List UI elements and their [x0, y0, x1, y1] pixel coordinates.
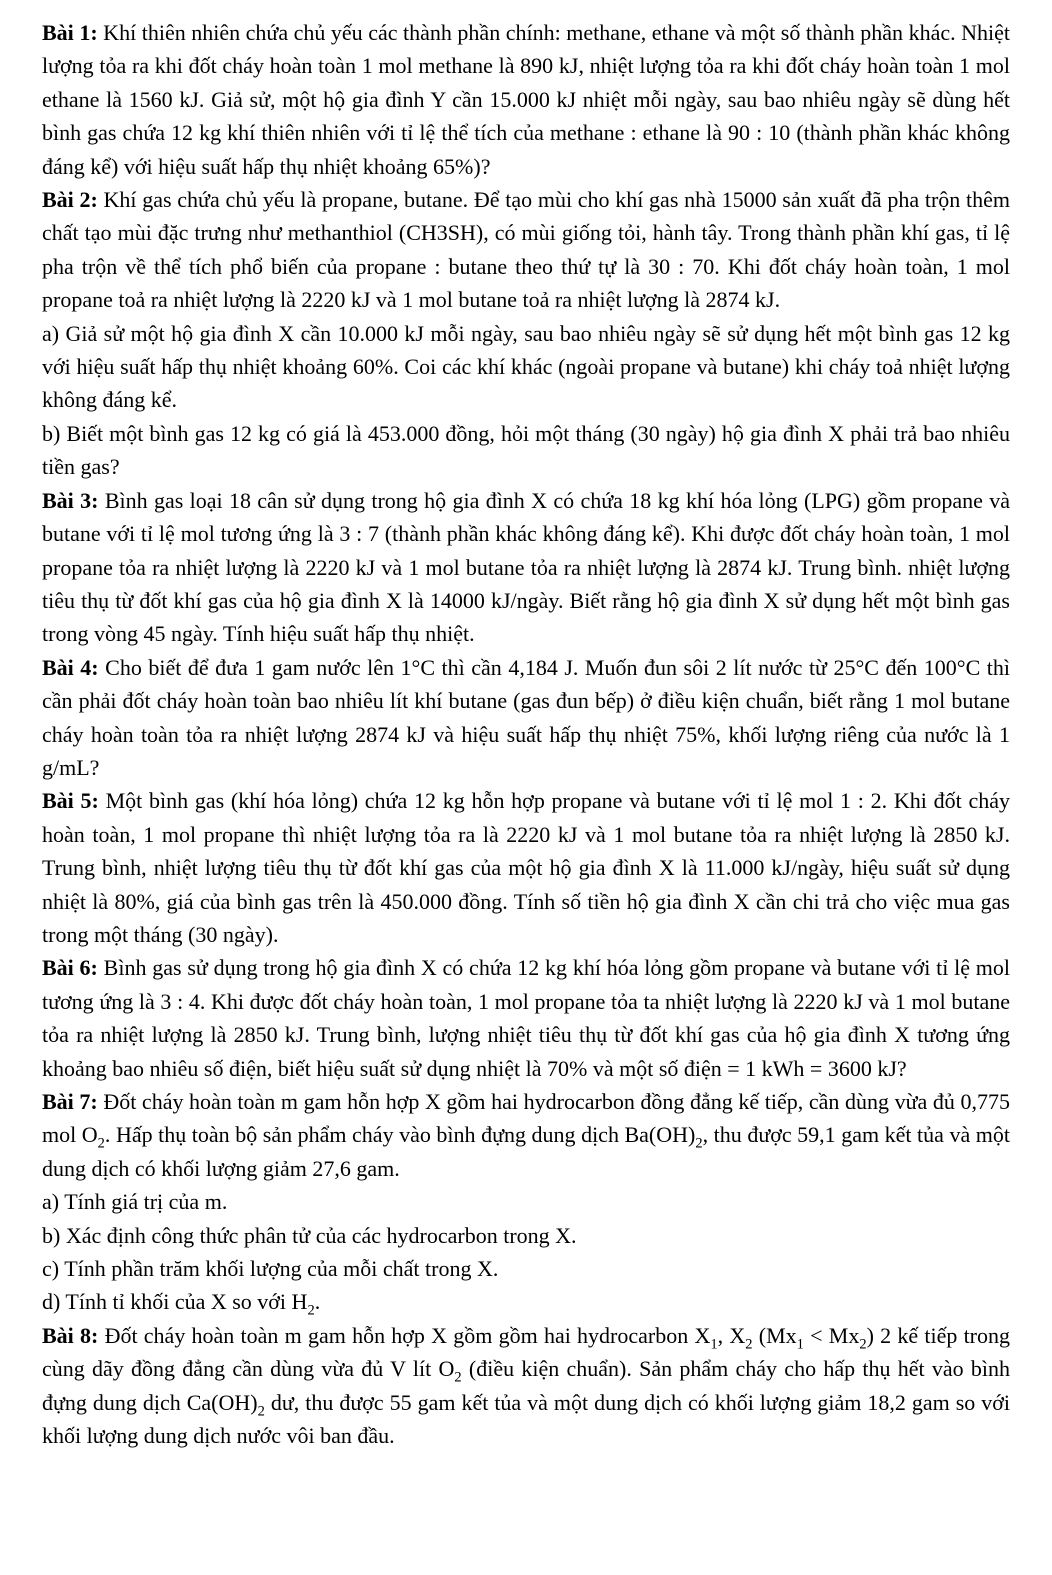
document-body [42, 16, 1010, 1452]
paragraph-bai-5: Bài 5: Một bình gas (khí hóa lỏng) chứa 12 kg hỗn hợp propane và butane với tỉ lệ mol 1 : 2. Khi đốt cháy hoàn toàn, 1 mol propane thì nhiệt lượng tỏa ra là 2220 kJ và 1 mol butane tỏa ra nhiệt lượng là 2850 kJ. Trung bình, nhiệt lượng tiêu thụ từ đốt khí gas của một hộ gia đình X là 11.000 kJ/ngày, hiệu suất sử dụng nhiệt là 80%, giá của bình gas trên là 450.000 đồng. Tính số tiền hộ gia đình X cần chi trả cho việc mua gas trong một tháng (30 ngày). [42, 788, 1010, 947]
paragraph-bai-2b: b) Biết một bình gas 12 kg có giá là 453.000 đồng, hỏi một tháng (30 ngày) hộ gia đình X phải trả bao nhiêu tiền gas? [42, 420, 1010, 480]
paragraph-bai-2: Bài 2: Khí gas chứa chủ yếu là propane, butane. Để tạo mùi cho khí gas nhà 15000 sản xuất đã pha trộn thêm chất tạo mùi đặc trưng như methanthiol (CH3SH), có mùi giống tỏi, hành tây. Trong thành phần khí gas, tỉ lệ pha trộn về thể tích phổ biến của propane : butane theo thứ tự là 30 : 70. Khi đốt cháy hoàn toàn, 1 mol propane toả ra nhiệt lượng là 2220 kJ và 1 mol butane toả ra nhiệt lượng là 2874 kJ. [42, 187, 1010, 313]
paragraph-bai-7: Bài 7: Đốt cháy hoàn toàn m gam hỗn hợp X gồm hai hydrocarbon đồng đẳng kế tiếp, cần dùng vừa đủ 0,775 mol $O_2$. Hấp thụ toàn bộ sản phẩm cháy vào bình đựng dung dịch $Ba(OH)_2$, thu được 59,1 gam kết tủa và một dung dịch có khối lượng giảm 27,6 gam. [42, 1089, 1010, 1181]
paragraph-bai-6: Bài 6: Bình gas sử dụng trong hộ gia đình X có chứa 12 kg khí hóa lỏng gồm propane và butane với tỉ lệ mol tương ứng là 3 : 4. Khi được đốt cháy hoàn toàn, 1 mol propane tỏa ta nhiệt lượng là 2220 kJ và 1 mol butane tỏa ra nhiệt lượng là 2850 kJ. Trung bình, lượng nhiệt tiêu thụ từ đốt khí gas của hộ gia đình X tương ứng khoảng bao nhiêu số điện, biết hiệu suất sử dụng nhiệt là 70% và một số điện = 1 kWh = 3600 kJ? [42, 955, 1010, 1081]
paragraph-bai-4: Bài 4: Cho biết để đưa 1 gam nước lên 1°C thì cần 4,184 J. Muốn đun sôi 2 lít nước từ 25°C đến 100°C thì cần phải đốt cháy hoàn toàn bao nhiêu lít khí butane (gas đun bếp) ở điều kiện chuẩn, biết rằng 1 mol butane cháy hoàn toàn tỏa ra nhiệt lượng 2874 kJ và hiệu suất hấp thụ nhiệt 75%, khối lượng riêng của nước là 1 g/mL? [42, 654, 1010, 780]
paragraph-bai-3: Bài 3: Bình gas loại 18 cân sử dụng trong hộ gia đình X có chứa 18 kg khí hóa lỏng (LPG) gồm propane và butane với tỉ lệ mol tương ứng là 3 : 7 (thành phần khác không đáng kể). Khi được đốt cháy hoàn toàn, 1 mol propane tỏa ra nhiệt lượng là 2220 kJ và 1 mol butane tỏa ra nhiệt lượng là 2874 kJ. Trung bình. nhiệt lượng tiêu thụ từ đốt khí gas của hộ gia đình X là 14000 kJ/ngày. Biết rằng hộ gia đình X sử dụng hết một bình gas trong vòng 45 ngày. Tính hiệu suất hấp thụ nhiệt. [42, 487, 1010, 647]
paragraph-bai-8: Bài 8: Đốt cháy hoàn toàn m gam hỗn hợp X gồm gồm hai hydrocarbon $X_1$, $X_2$ $(Mx_1 < Mx_2)$ 2 kế tiếp trong cùng dãy đồng đẳng cần dùng vừa đủ V lít $O_2$ (điều kiện chuẩn). Sản phẩm cháy cho hấp thụ hết vào bình đựng dung dịch $Ca(OH)_2$ dư, thu được 55 gam kết tủa và một dung dịch có khối lượng giảm 18,2 gam so với khối lượng dung dịch nước vôi ban đầu. [42, 1322, 1011, 1449]
paragraph-bai-7a: a) Tính giá trị của m. [42, 1189, 228, 1215]
paragraph-bai-2a: a) Giả sử một hộ gia đình X cần 10.000 kJ mỗi ngày, sau bao nhiêu ngày sẽ sử dụng hết một bình gas 12 kg với hiệu suất hấp thụ nhiệt khoảng 60%. Coi các khí khác (ngoài propane và butane) khi cháy toả nhiệt lượng không đáng kể. [42, 320, 1010, 413]
paragraph-bai-7b: b) Xác định công thức phân tử của các hydrocarbon trong X. [42, 1222, 577, 1248]
paragraph-bai-1: Bài 1: Khí thiên nhiên chứa chủ yếu các thành phần chính: methane, ethane và một số thành phần khác. Nhiệt lượng tỏa ra khi đốt cháy hoàn toàn 1 mol methane là 890 kJ, nhiệt lượng tỏa ra khi đốt cháy hoàn toàn 1 mol ethane là 1560 kJ. Giả sử, một hộ gia đình Y cần 15.000 kJ nhiệt mỗi ngày, sau bao nhiêu ngày sẽ dùng hết bình gas chứa 12 kg khí thiên nhiên với tỉ lệ thể tích của methane : ethane là 90 : 10 (thành phần khác không đáng kể) với hiệu suất hấp thụ nhiệt khoảng 65%)? [42, 20, 1011, 179]
paragraph-bai-7d: d) Tính tỉ khối của X so với $H_2$. [42, 1289, 321, 1319]
paragraph-bai-7c: c) Tính phần trăm khối lượng của mỗi chất trong X. [42, 1256, 499, 1282]
